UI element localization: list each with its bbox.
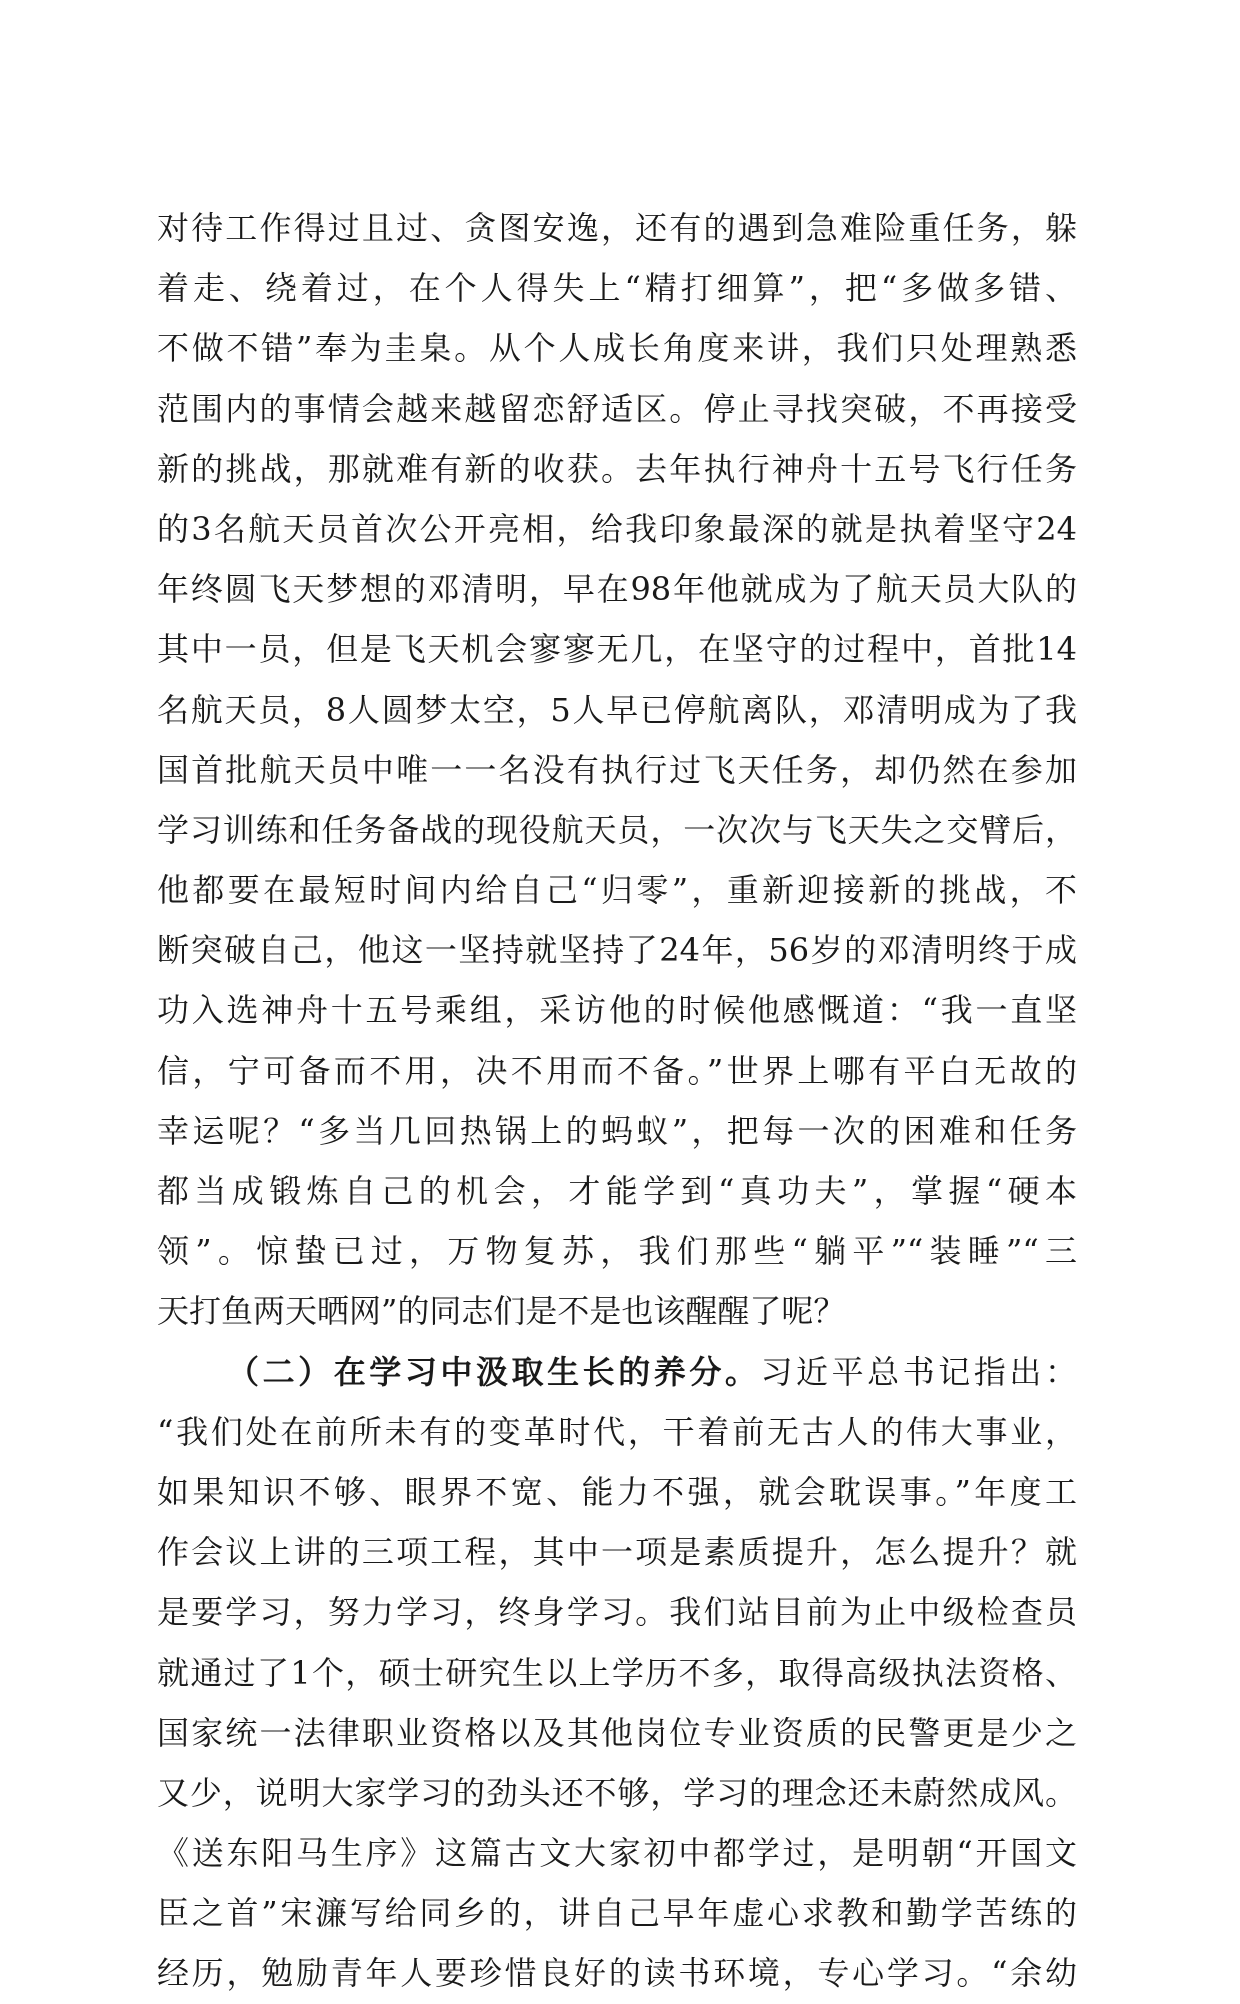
paragraph-line: 他都要在最短时间内给自己“归零”，重新迎接新的挑战，不	[157, 871, 1077, 910]
paragraph-line: 新的挑战，那就难有新的收获。去年执行神舟十五号飞行任务	[157, 449, 1077, 488]
paragraph-line: 都当成锻炼自己的机会，才能学到“真功夫”，掌握“硬本	[157, 1172, 1077, 1210]
body-text	[157, 198, 1077, 2004]
paragraph-line: 幸运呢？“多当几回热锅上的蚂蚁”，把每一次的困难和任务	[157, 1111, 1077, 1150]
section-heading-line	[157, 1342, 1077, 1402]
paragraph-line: 臣之首”宋濂写给同乡的，讲自己早年虚心求教和勤学苦练的	[157, 1894, 1077, 1933]
paragraph-line: 经历，勉励青年人要珍惜良好的读书环境，专心学习。“余幼	[157, 1954, 1077, 1993]
paragraph-line: 就通过了1个，硕士研究生以上学历不多，取得高级执法资格、	[157, 1653, 1077, 1692]
paragraph-line: 如果知识不够、眼界不宽、能力不强，就会耽误事。”年度工	[157, 1472, 1077, 1511]
paragraph-line: 年终圆飞天梦想的邓清明，早在98年他就成为了航天员大队的	[157, 570, 1077, 609]
paragraph-line: 是要学习，努力学习，终身学习。我们站目前为止中级检查员	[157, 1593, 1077, 1632]
paragraph-line: 天打鱼两天晒网”的同志们是不是也该醒醒了呢？	[157, 1292, 846, 1331]
paragraph-line: 名航天员，8人圆梦太空，5人早已停航离队，邓清明成为了我	[157, 690, 1077, 729]
paragraph-line: 对待工作得过且过、贪图安逸，还有的遇到急难险重任务，躲	[157, 209, 1077, 247]
paragraph-line: 国家统一法律职业资格以及其他岗位专业资质的民警更是少之	[157, 1713, 1077, 1752]
paragraph-line: 其中一员，但是飞天机会寥寥无几，在坚守的过程中，首批14	[157, 630, 1077, 669]
paragraph-line: 断突破自己，他这一坚持就坚持了24年，56岁的邓清明终于成	[157, 931, 1077, 970]
paragraph-line: 范围内的事情会越来越留恋舒适区。停止寻找突破，不再接受	[157, 389, 1077, 428]
paragraph-line: 又少，说明大家学习的劲头还不够，学习的理念还未蔚然成风。	[157, 1773, 1077, 1812]
paragraph-line: 着走、绕着过，在个人得失上“精打细算”，把“多做多错、	[157, 269, 1077, 308]
paragraph-line: 国首批航天员中唯一一名没有执行过飞天任务，却仍然在参加	[157, 750, 1077, 789]
paragraph-line: 学习训练和任务备战的现役航天员，一次次与飞天失之交臂后，	[157, 810, 1077, 849]
paragraph-line: 领”。惊蛰已过，万物复苏，我们那些“躺平”“装睡”“三	[157, 1232, 1077, 1271]
section-heading: （二）在学习中汲取生长的养分。	[227, 1352, 761, 1391]
paragraph-line: 功入选神舟十五号乘组，采访他的时候他感慨道：“我一直坚	[157, 991, 1077, 1030]
paragraph-line: 《送东阳马生序》这篇古文大家初中都学过，是明朝“开国文	[157, 1834, 1077, 1873]
paragraph-line: 作会议上讲的三项工程，其中一项是素质提升，怎么提升？就	[157, 1533, 1077, 1572]
paragraph-line-rest: 习近平总书记指出：	[760, 1352, 1077, 1391]
paragraph-line: 的3名航天员首次公开亮相，给我印象最深的就是执着坚守24	[157, 509, 1077, 548]
paragraph-line: 信，宁可备而不用，决不用而不备。”世界上哪有平白无故的	[157, 1051, 1077, 1090]
paragraph-line: 不做不错”奉为圭臬。从个人成长角度来讲，我们只处理熟悉	[157, 329, 1077, 368]
paragraph-line: “我们处在前所未有的变革时代，干着前无古人的伟大事业，	[157, 1412, 1077, 1451]
